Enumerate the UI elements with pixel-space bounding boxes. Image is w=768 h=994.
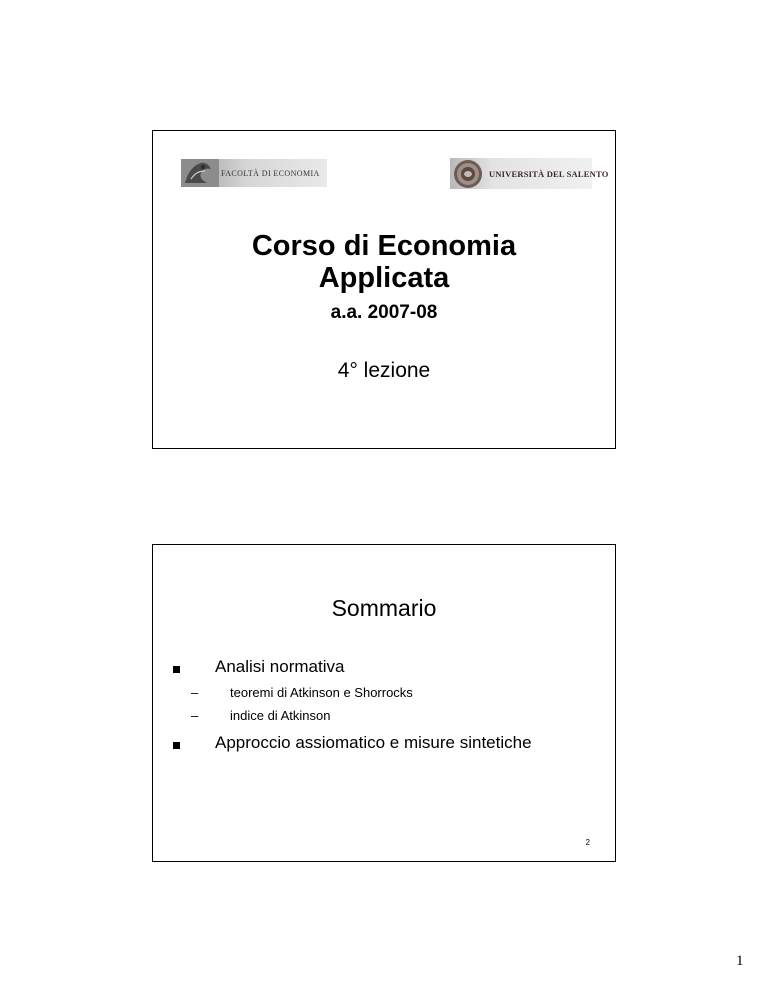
academic-year: a.a. 2007-08 bbox=[330, 302, 438, 323]
university-seal-icon bbox=[453, 159, 483, 189]
faculty-emblem-icon bbox=[181, 159, 219, 187]
sub-bullet-item: indice di Atkinson bbox=[230, 708, 331, 723]
course-title-line-2: Applicata bbox=[318, 262, 450, 294]
university-logo-text: UNIVERSITÀ DEL SALENTO bbox=[489, 168, 609, 179]
bullet-item: Approccio assiomatico e misure sintetiche bbox=[215, 733, 532, 752]
bullet-square-icon bbox=[173, 742, 180, 749]
faculty-logo-text: FACOLTÀ DI ECONOMIA bbox=[221, 168, 320, 178]
faculty-logo bbox=[181, 159, 327, 187]
bullet-item: Analisi normativa bbox=[215, 657, 345, 676]
slide-number: 2 bbox=[585, 838, 590, 847]
slide-2 bbox=[152, 544, 616, 862]
dash-icon: – bbox=[191, 708, 199, 723]
course-title-line-1: Corso di Economia bbox=[251, 230, 517, 262]
lesson-number: 4° lezione bbox=[337, 359, 431, 382]
sub-bullet-item: teoremi di Atkinson e Shorrocks bbox=[230, 685, 413, 700]
slide-heading: Sommario bbox=[331, 595, 437, 621]
university-logo bbox=[450, 158, 609, 189]
slide-1 bbox=[152, 130, 616, 449]
bullet-square-icon bbox=[173, 666, 180, 673]
dash-icon: – bbox=[191, 685, 199, 700]
page-number: 1 bbox=[736, 953, 744, 969]
